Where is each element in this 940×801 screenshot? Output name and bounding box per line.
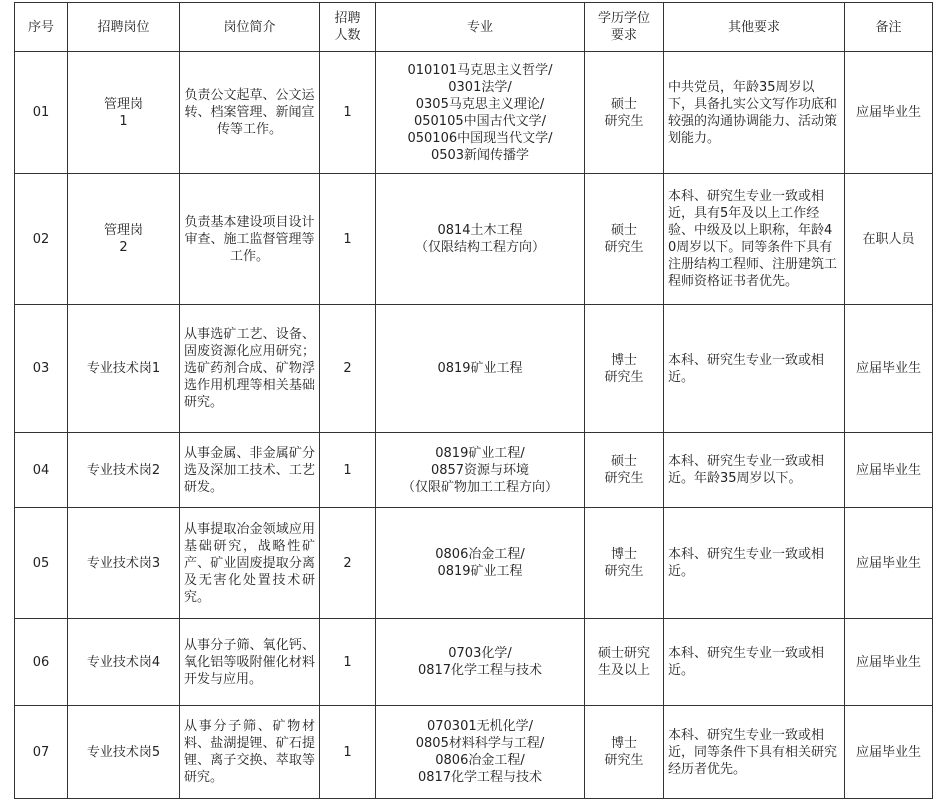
cell-position: 专业技术岗2 — [68, 433, 180, 508]
cell-no: 04 — [15, 433, 68, 508]
cell-intro: 负责基本建设项目设计审查、施工监督管理等工作。 — [180, 174, 320, 305]
cell-position: 管理岗 2 — [68, 174, 180, 305]
cell-no: 07 — [15, 706, 68, 799]
cell-no: 01 — [15, 52, 68, 174]
cell-remark: 应届毕业生 — [845, 508, 933, 619]
cell-remark: 应届毕业生 — [845, 305, 933, 433]
cell-intro: 从事金属、非金属矿分选及深加工技术、工艺研发。 — [180, 433, 320, 508]
cell-position: 专业技术岗1 — [68, 305, 180, 433]
header-position: 招聘岗位 — [68, 3, 180, 52]
cell-degree: 硕士 研究生 — [585, 174, 664, 305]
cell-intro: 从事分子筛、氧化钙、氧化铝等吸附催化材料开发与应用。 — [180, 619, 320, 706]
cell-degree: 博士 研究生 — [585, 508, 664, 619]
cell-other: 本科、研究生专业一致或相近。年龄35周岁以下。 — [664, 433, 845, 508]
cell-other: 本科、研究生专业一致或相近，同等条件下具有相关研究经历者优先。 — [664, 706, 845, 799]
cell-other: 本科、研究生专业一致或相近，具有5年及以上工作经验、中级及以上职称，年龄40周岁以下。同等条件下具有注册结构工程师、注册建筑工程师资格证书者优先。 — [664, 174, 845, 305]
cell-major: 0819矿业工程/ 0857资源与环境 （仅限矿物加工工程方向） — [376, 433, 585, 508]
cell-other: 中共党员，年龄35周岁以下，具备扎实公文写作功底和较强的沟通协调能力、活动策划能力。 — [664, 52, 845, 174]
table-row — [15, 433, 933, 508]
table-row — [15, 508, 933, 619]
cell-major: 070301无机化学/ 0805材料科学与工程/ 0806冶金工程/ 0817化学工程与技术 — [376, 706, 585, 799]
header-count: 招聘 人数 — [320, 3, 376, 52]
header-intro: 岗位简介 — [180, 3, 320, 52]
cell-major: 0814土木工程 （仅限结构工程方向） — [376, 174, 585, 305]
header-row — [15, 3, 933, 52]
table-row — [15, 52, 933, 174]
cell-position: 专业技术岗4 — [68, 619, 180, 706]
cell-intro: 从事选矿工艺、设备、固废资源化应用研究；选矿药剂合成、矿物浮选作用机理等相关基础研究。 — [180, 305, 320, 433]
cell-degree: 硕士研究 生及以上 — [585, 619, 664, 706]
header-major: 专业 — [376, 3, 585, 52]
header-degree: 学历学位 要求 — [585, 3, 664, 52]
cell-remark: 应届毕业生 — [845, 619, 933, 706]
cell-other: 本科、研究生专业一致或相近。 — [664, 508, 845, 619]
cell-remark: 在职人员 — [845, 174, 933, 305]
cell-count: 1 — [320, 706, 376, 799]
table-row — [15, 305, 933, 433]
cell-major: 0819矿业工程 — [376, 305, 585, 433]
cell-degree: 博士 研究生 — [585, 305, 664, 433]
cell-no: 02 — [15, 174, 68, 305]
cell-major: 010101马克思主义哲学/ 0301法学/ 0305马克思主义理论/ 050105中国古代文学/ 050106中国现当代文学/ 0503新闻传播学 — [376, 52, 585, 174]
header-remark: 备注 — [845, 3, 933, 52]
cell-count: 2 — [320, 305, 376, 433]
cell-count: 1 — [320, 174, 376, 305]
header-no: 序号 — [15, 3, 68, 52]
cell-intro: 从事提取冶金领域应用基础研究，战略性矿产、矿业固废提取分离及无害化处置技术研究。 — [180, 508, 320, 619]
table-row — [15, 706, 933, 799]
cell-remark: 应届毕业生 — [845, 433, 933, 508]
table-row — [15, 174, 933, 305]
header-other: 其他要求 — [664, 3, 845, 52]
cell-remark: 应届毕业生 — [845, 706, 933, 799]
cell-no: 05 — [15, 508, 68, 619]
cell-count: 1 — [320, 619, 376, 706]
cell-remark: 应届毕业生 — [845, 52, 933, 174]
cell-count: 2 — [320, 508, 376, 619]
cell-other: 本科、研究生专业一致或相近。 — [664, 619, 845, 706]
cell-intro: 负责公文起草、公文运转、档案管理、新闻宣传等工作。 — [180, 52, 320, 174]
cell-degree: 硕士 研究生 — [585, 433, 664, 508]
cell-no: 03 — [15, 305, 68, 433]
cell-major: 0703化学/ 0817化学工程与技术 — [376, 619, 585, 706]
cell-count: 1 — [320, 433, 376, 508]
cell-degree: 硕士 研究生 — [585, 52, 664, 174]
recruitment-table — [14, 2, 933, 799]
table-row — [15, 619, 933, 706]
cell-degree: 博士 研究生 — [585, 706, 664, 799]
cell-intro: 从事分子筛、矿物材料、盐湖提锂、矿石提锂、离子交换、萃取等研究。 — [180, 706, 320, 799]
cell-count: 1 — [320, 52, 376, 174]
cell-no: 06 — [15, 619, 68, 706]
cell-position: 管理岗 1 — [68, 52, 180, 174]
cell-position: 专业技术岗5 — [68, 706, 180, 799]
cell-other: 本科、研究生专业一致或相近。 — [664, 305, 845, 433]
cell-major: 0806冶金工程/ 0819矿业工程 — [376, 508, 585, 619]
cell-position: 专业技术岗3 — [68, 508, 180, 619]
